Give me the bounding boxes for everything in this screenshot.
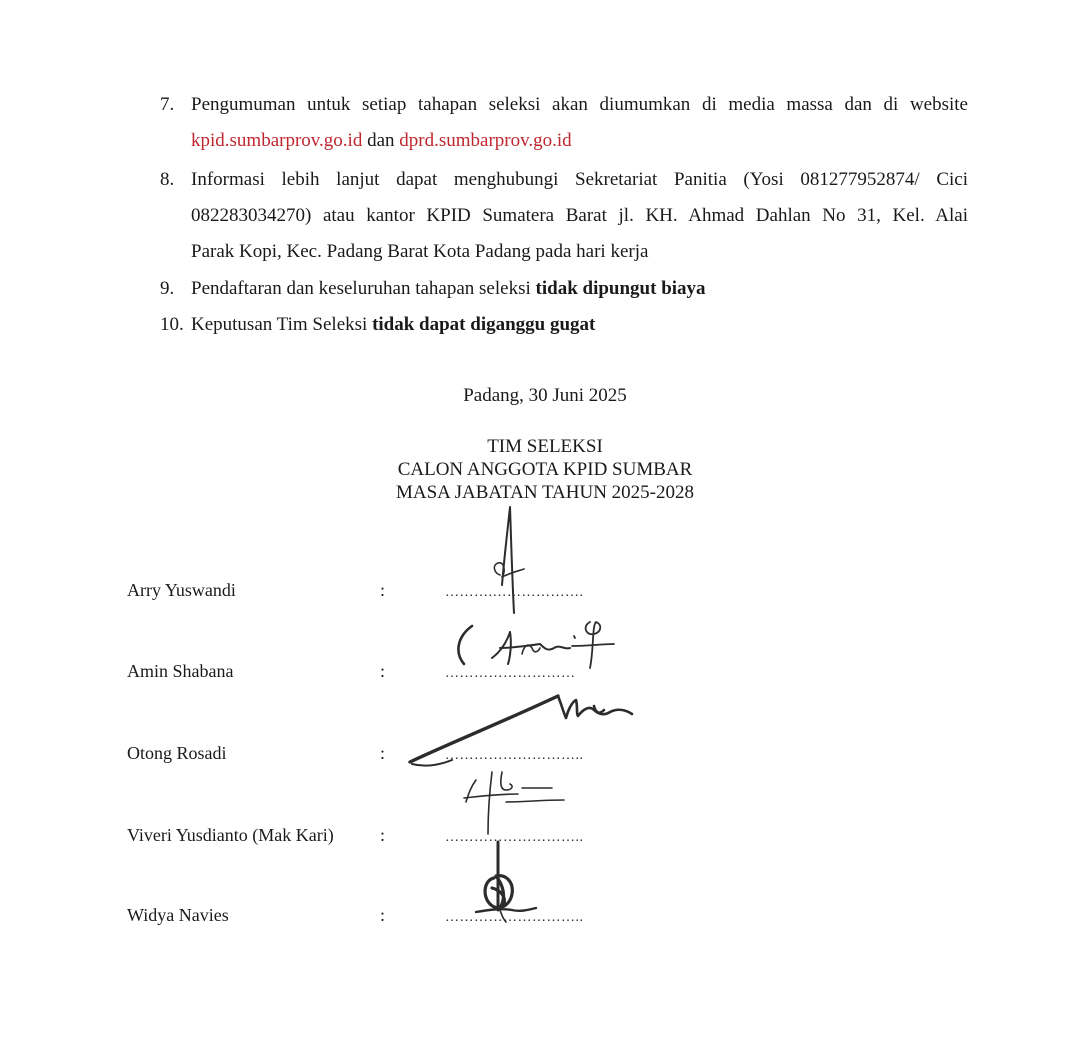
info-line-1: Informasi lebih lanjut dapat menghubungi Sekretariat Panitia (Yosi 081277952874/ Cici	[191, 169, 968, 190]
committee-line-1: TIM SELEKSI	[487, 436, 603, 457]
signature-widya	[470, 840, 550, 930]
signature-line: ………………………..	[445, 830, 584, 845]
announcement-text: Pengumuman untuk setiap tahapan seleksi akan diumumkan di media massa dan di website	[191, 94, 968, 115]
list-item-body	[191, 87, 968, 159]
committee-line-2: CALON ANGGOTA KPID SUMBAR	[397, 459, 693, 480]
committee-heading	[340, 435, 750, 504]
signature-line: ………………………	[445, 666, 576, 681]
signatory-colon: :	[380, 580, 386, 600]
list-item-9	[160, 271, 968, 307]
connector-text: dan	[367, 130, 395, 151]
info-line-2: 082283034270) atau kantor KPID Sumatera Barat jl. KH. Ahmad Dahlan No 31, Kel. Alai	[191, 205, 968, 226]
list-number: 7.	[160, 94, 175, 115]
signatory-name: Arry Yuswandi	[127, 580, 236, 600]
fee-emphasis: tidak dipungut biaya	[535, 278, 706, 299]
signatory-name: Viveri Yusdianto (Mak Kari)	[127, 825, 334, 845]
list-item-body	[191, 307, 968, 343]
info-line-3: Parak Kopi, Kec. Padang Barat Kota Padang pada hari kerja	[191, 241, 649, 262]
list-item-body	[191, 271, 968, 307]
list-number: 10.	[160, 314, 184, 335]
place-date: Padang, 30 Juni 2025	[463, 385, 627, 406]
signature-line: ………………………..	[445, 748, 584, 763]
list-number: 9.	[160, 278, 175, 299]
signatory-colon: :	[380, 661, 386, 681]
signature-otong	[408, 684, 638, 774]
signatory-name: Otong Rosadi	[127, 743, 227, 763]
signature-line: ……….……………….	[445, 585, 584, 600]
kpid-website-link[interactable]: kpid.sumbarprov.go.id	[191, 130, 363, 151]
signatory-name: Widya Navies	[127, 905, 229, 925]
list-item-10	[160, 307, 968, 343]
committee-line-3: MASA JABATAN TAHUN 2025-2028	[396, 482, 694, 503]
decision-emphasis: tidak dapat diganggu gugat	[372, 314, 596, 335]
list-item-7	[160, 87, 968, 159]
signature-arry	[480, 505, 540, 615]
list-item-8	[160, 162, 968, 270]
signature-viveri	[462, 768, 572, 838]
signature-amin	[452, 618, 622, 678]
signatory-colon: :	[380, 743, 386, 763]
signatory-colon: :	[380, 825, 386, 845]
website-links	[191, 123, 968, 159]
dprd-website-link[interactable]: dprd.sumbarprov.go.id	[399, 130, 572, 151]
signatory-name: Amin Shabana	[127, 661, 234, 681]
list-item-body	[191, 162, 968, 270]
list-number: 8.	[160, 169, 175, 190]
signature-line: ………………………..	[445, 910, 584, 925]
signatory-colon: :	[380, 905, 386, 925]
decision-text: Keputusan Tim Seleksi	[191, 314, 368, 335]
fee-text: Pendaftaran dan keseluruhan tahapan seleksi	[191, 278, 531, 299]
